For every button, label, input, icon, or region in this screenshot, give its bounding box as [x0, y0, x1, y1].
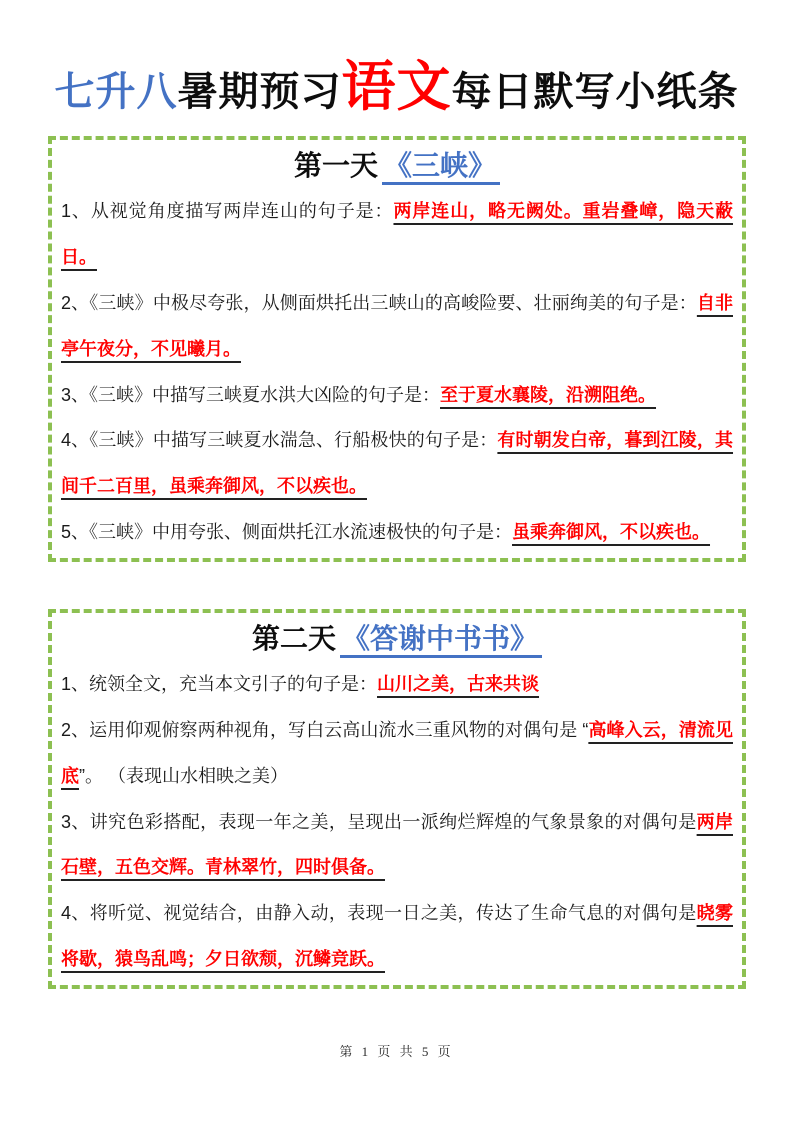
question-text: 1、统领全文，充当本文引子的句子是：: [61, 673, 378, 694]
question-item: [61, 189, 733, 281]
question-text: 1、从视觉角度描写两岸连山的句子是：: [61, 200, 394, 221]
title-tail-segment: 每日默写小纸条: [451, 70, 739, 114]
day1-book-title: 《三峡》: [382, 150, 500, 185]
day2-question-list: [61, 662, 733, 983]
title-preview-segment: 暑期预习: [177, 70, 342, 114]
section-day1-box: [48, 136, 746, 562]
question-text: 3、讲究色彩搭配，表现一年之美，呈现出一派绚烂辉煌的气象景象的对偶句是: [61, 811, 697, 832]
section-day2-box: [48, 609, 746, 989]
answer-text: 虽乘奔御风，不以疾也。: [512, 522, 711, 543]
answer-text: 两岸石壁，五色交辉。青林翠竹，四时俱备。: [61, 811, 733, 878]
answer-text: 高峰入云，清流见底: [61, 719, 733, 786]
day1-question-list: [61, 189, 733, 556]
question-item: [61, 373, 733, 419]
answer-text: 晓雾将歇，猿鸟乱鸣；夕日欲颓，沉鳞竞跃。: [61, 903, 733, 970]
title-grade-segment: 七升八: [54, 70, 178, 114]
answer-text: 有时朝发白帝，暮到江陵，其间千二百里，虽乘奔御风，不以疾也。: [61, 430, 734, 497]
page-title: [0, 0, 793, 122]
question-item: [61, 662, 733, 708]
question-text: 2、《三峡》中极尽夸张，从侧面烘托出三峡山的高峻险要、壮丽绚美的句子是：: [61, 292, 697, 313]
section-day1-heading: [61, 144, 733, 189]
answer-text: 山川之美，古来共谈: [377, 673, 540, 694]
page-footer: 第 1 页 共 5 页: [339, 1044, 454, 1059]
question-item: [61, 708, 733, 800]
question-text: 4、将听觉、视觉结合，由静入动，表现一日之美，传达了生命气息的对偶句是: [61, 903, 697, 924]
day2-book-title: 《答谢中书书》: [340, 623, 542, 658]
question-text: 4、《三峡》中描写三峡夏水湍急、行船极快的句子是：: [61, 430, 498, 451]
question-item: [61, 510, 733, 556]
title-subject-segment: 语文: [341, 57, 452, 117]
day2-label: 第二天: [251, 623, 336, 655]
question-suffix-text: ”。 （表现山水相映之美）: [79, 765, 288, 786]
question-text: 2、运用仰观俯察两种视角，写白云高山流水三重风物的对偶句是 “: [61, 719, 589, 740]
day1-label: 第一天: [293, 150, 378, 182]
question-text: 5、《三峡》中用夸张、侧面烘托江水流速极快的句子是：: [61, 522, 513, 543]
question-item: [61, 800, 733, 892]
question-text: 3、《三峡》中描写三峡夏水洪大凶险的句子是：: [61, 384, 441, 405]
answer-text: 自非亭午夜分，不见曦月。: [61, 292, 733, 359]
section-day2-heading: [61, 617, 733, 662]
question-item: [61, 281, 733, 373]
answer-text: 两岸连山，略无阙处。重岩叠嶂，隐天蔽日。: [61, 200, 734, 267]
question-item: [61, 891, 733, 983]
answer-text: 至于夏水襄陵，沿溯阻绝。: [440, 384, 657, 405]
question-item: [61, 418, 733, 510]
